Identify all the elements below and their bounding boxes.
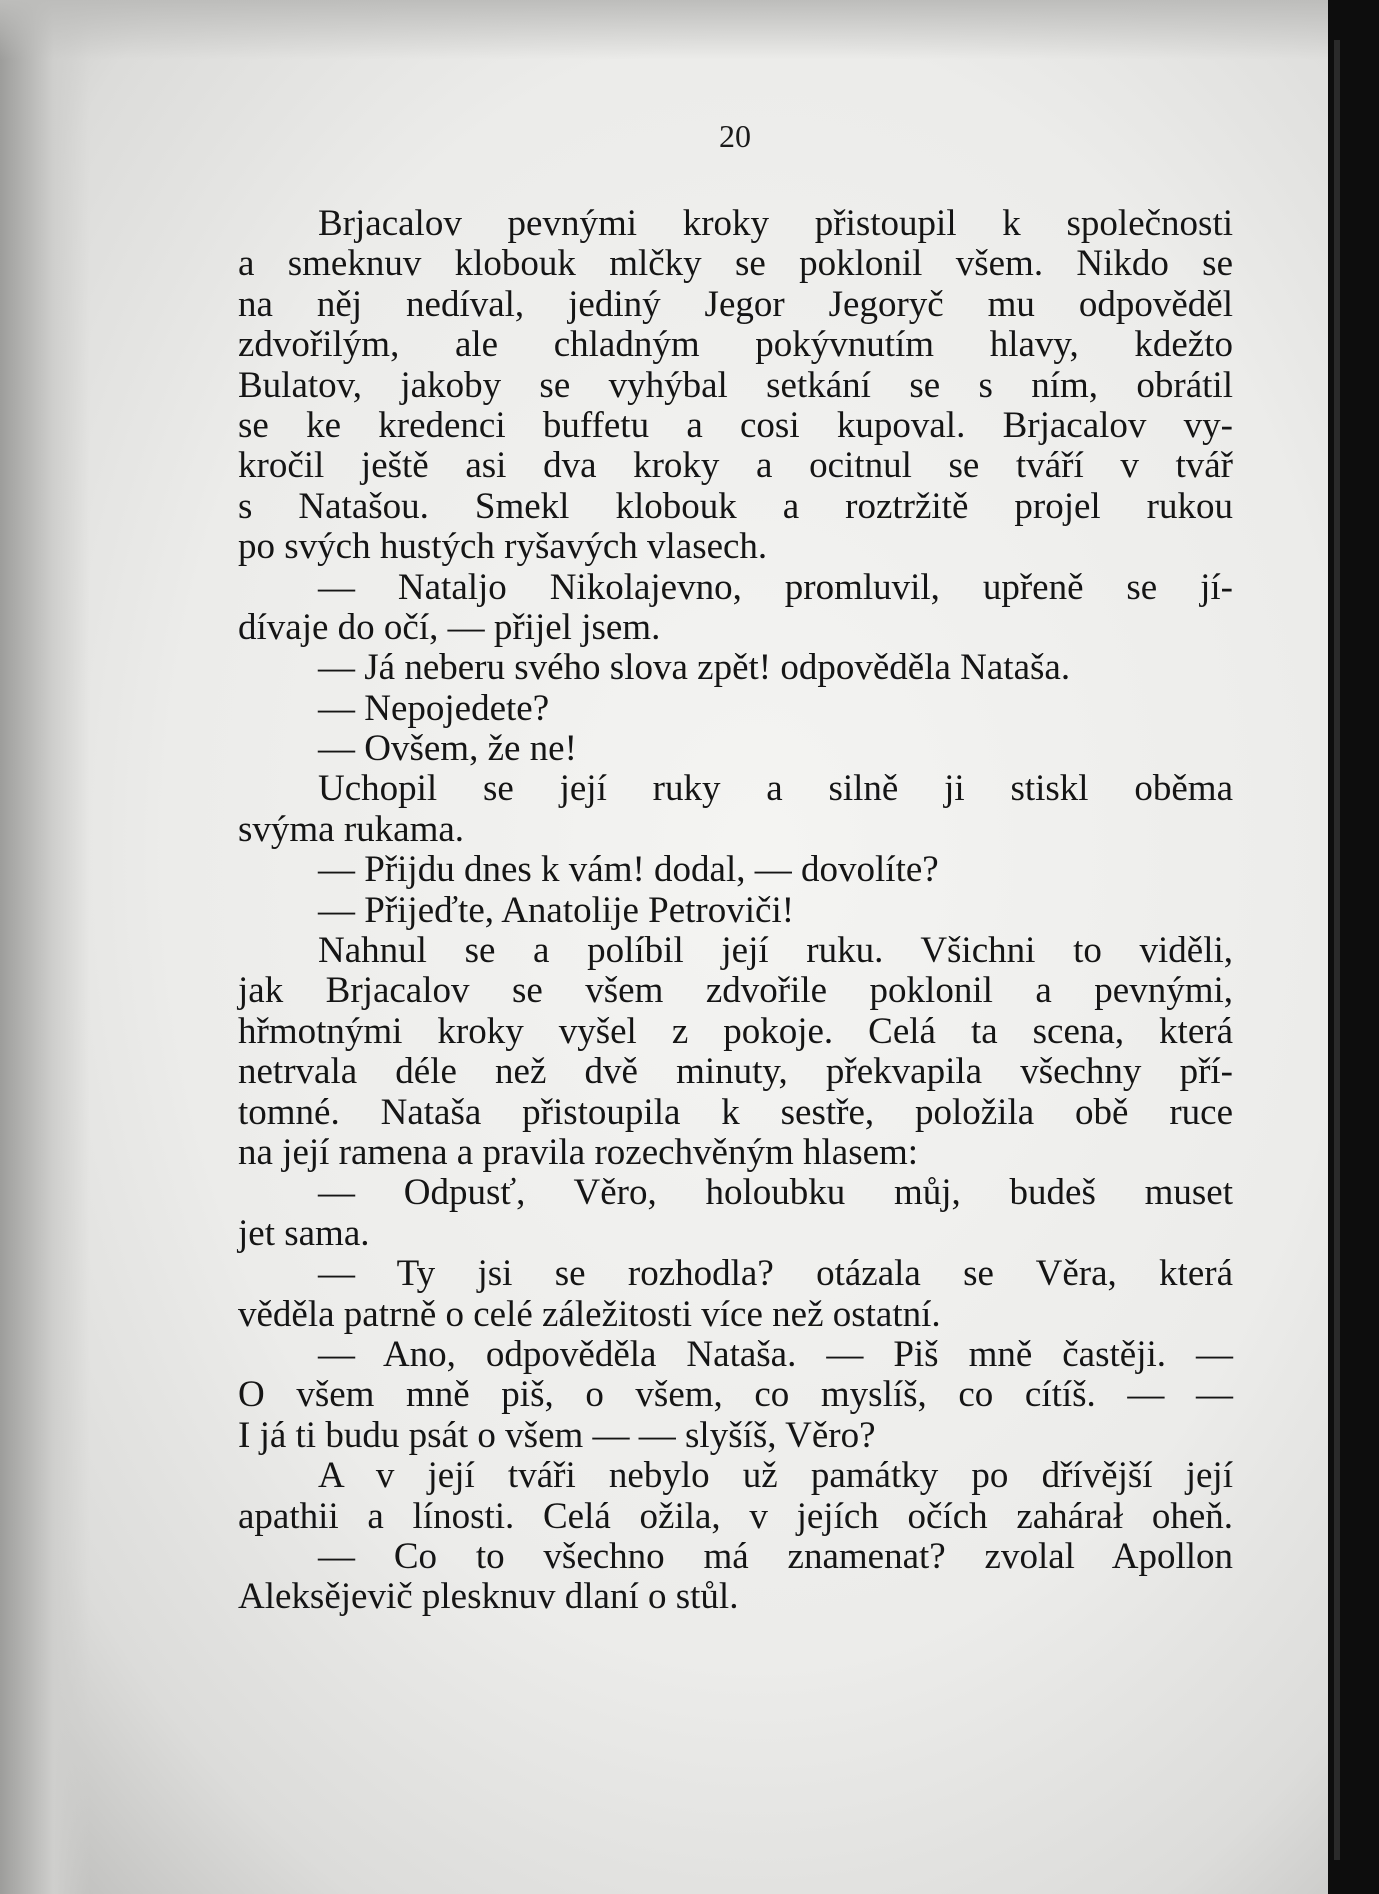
text-line: — Já neberu svého slova zpět! odpověděla Nataša. [318,647,1071,689]
text-line: Aleksějevič plesknuv dlaní o stůl. [238,1576,739,1618]
page-shadow-top [0,0,1379,60]
text-line: na její ramena a pravila rozechvěným hlasem: [238,1131,919,1173]
text-line: dívaje do očí, — přijel jsem. [238,606,661,648]
text-line: A v její tváři nebylo už památky po dřívější její [318,1455,1233,1497]
text-line: Nahnul se a políbil její ruku. Všichni to viděli, [318,930,1233,972]
scan-border-line [1334,40,1340,1860]
text-line: věděla patrně o celé záležitosti více než ostatní. [238,1293,941,1335]
text-line: zdvořilým, ale chladným pokývnutím hlavy, kdežto [238,324,1233,366]
text-line: netrvala déle než dvě minuty, překvapila všechny pří- [238,1051,1233,1093]
text-line: a smeknuv klobouk mlčky se poklonil všem. Nikdo se [238,243,1233,285]
body-text [238,204,1233,1618]
text-line: se ke kredenci buffetu a cosi kupoval. Brjacalov vy- [238,404,1233,446]
text-line: Uchopil se její ruky a silně ji stiskl oběma [318,768,1233,810]
page-number: 20 [719,118,751,154]
text-line: tomné. Nataša přistoupila k sestře, položila obě ruce [238,1091,1233,1133]
text-line: Bulatov, jakoby se vyhýbal setkání se s ním, obrátil [238,364,1233,406]
text-line: — Co to všechno má znamenat? zvolal Apollon [318,1535,1233,1577]
text-line: hřmotnými kroky vyšel z pokoje. Celá ta scena, která [238,1010,1233,1052]
text-line: Brjacalov pevnými kroky přistoupil k společnosti [318,203,1233,244]
text-line: O všem mně piš, o všem, co myslíš, co cítíš. — — [238,1374,1233,1416]
text-line: s Natašou. Smekl klobouk a roztržitě projel rukou [238,485,1233,527]
text-line: apathii a línosti. Celá ožila, v jejích očích zahárał oheň. [238,1495,1233,1537]
text-line: na něj nedíval, jediný Jegor Jegoryč mu odpověděl [238,283,1233,325]
text-line: — Ty jsi se rozhodla? otázala se Věra, která [318,1253,1233,1295]
text-line: jet sama. [238,1212,370,1254]
page-shadow-left [0,0,90,1894]
text-line: — Odpusť, Věro, holoubku můj, budeš muset [318,1172,1233,1214]
text-line: — Nataljo Nikolajevno, promluvil, upřeně se jí- [318,566,1233,608]
text-line: jak Brjacalov se všem zdvořile poklonil a pevnými, [238,970,1233,1012]
text-line: svýma rukama. [238,808,465,850]
text-line: — Přijeďte, Anatolije Petroviči! [318,889,795,931]
text-line: — Ano, odpověděla Nataša. — Piš mně častěji. — [318,1333,1233,1375]
text-line: — Přijdu dnes k vám! dodal, — dovolíte? [318,849,939,891]
text-line: — Ovšem, že ne! [318,728,577,770]
text-line: po svých hustých ryšavých vlasech. [238,526,768,568]
text-line: — Nepojedete? [318,687,550,729]
text-line: I já ti budu psát o všem — — slyšíš, Věro? [238,1414,876,1456]
text-line: kročil ještě asi dva kroky a ocitnul se tváří v tvář [238,445,1233,487]
